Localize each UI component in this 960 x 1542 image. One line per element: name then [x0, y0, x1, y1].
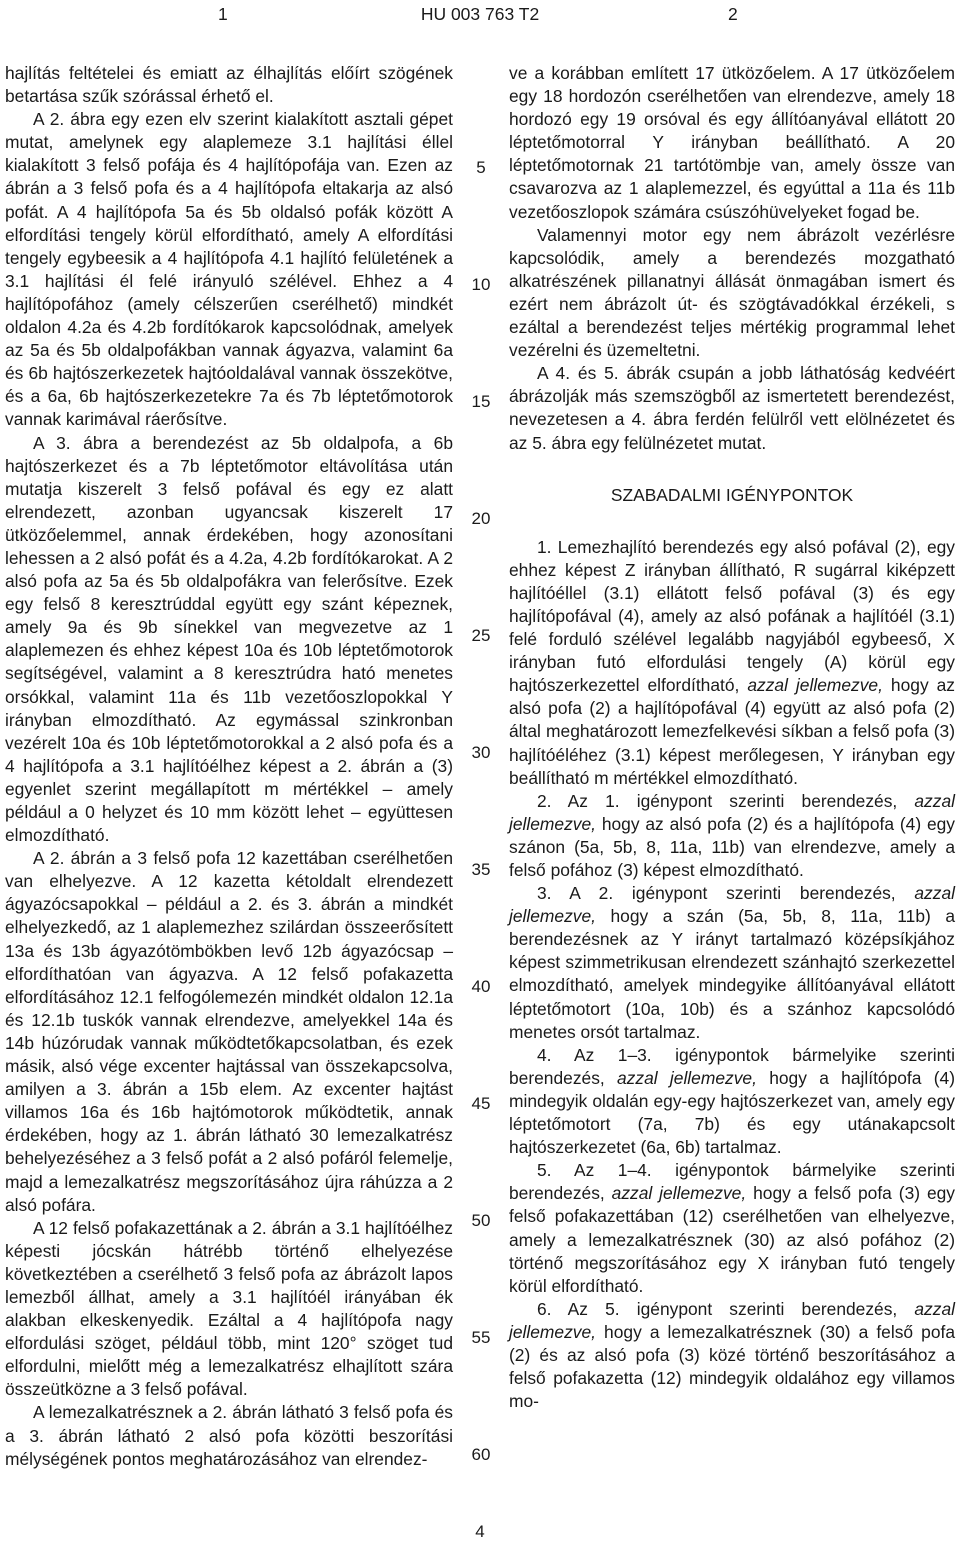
section-title: SZABADALMI IGÉNYPONTOK — [610, 484, 854, 505]
claim-text: 4. Az 1–3. igénypontok bármelyike szerinti berendezés, — [509, 1044, 955, 1088]
claim-text: 1. Lemezhajlító berendezés egy alsó pofával (2), egy ehhez képest Z irányban állítható, R sugárral kiképzett hajlítóéllel (3.1) ellátott felső pofával (3) és egy hajlítópofával (4), amely az alsó pofának a hajlítóél (3.1) felé forduló szélével legalább nagyjából egybeeső, X irányban futó elfordulási tengely (A) körül egy hajtószerkezettel elfordítható, — [509, 536, 955, 696]
document-number: HU 003 763 T2 — [420, 4, 540, 24]
line-number: 15 — [471, 392, 491, 411]
line-number: 50 — [471, 1211, 491, 1230]
left-page-number: 1 — [218, 4, 228, 24]
claim-text: 2. Az 1. igénypont szerinti berendezés, — [537, 790, 915, 811]
claim-text: hogy a szán (5a, 5b, 8, 11a, 11b) a berendezésnek az Y irányt tartalmazó középsíkjához képest szimmetrikusan elrendezett szánhajtó szerkezettel elmozdítható, amelyek mindegyike állítóanyával ellátott léptetőmotort (10a, 10b) és a szánhoz kapcsolódó menetes orsót tartalmaz. — [509, 906, 955, 1042]
line-number: 5 — [476, 158, 486, 177]
line-number: 25 — [471, 626, 491, 645]
line-number-gutter — [463, 0, 499, 1541]
claim-text: 5. Az 1–4. igénypontok bármelyike szerinti berendezés, — [509, 1160, 955, 1204]
claim-characterizing: azzal jellemezve, — [509, 790, 955, 834]
paragraph: A 2. ábra egy ezen elv szerint kialakított asztali gépet mutat, amelynek egy alaplemeze 3.1 hajlítási éllel kialakított 3 felső pofája és 4 hajlítópofája van. Ezen az ábrán a 3 felső pofa és a 4 hajlítópofa eltakarja az alsó pofát. A 4 hajlítópofa 5a és 5b oldalsó pofák között A elfordítási tengely körül elfordítható, amely A elfordítási tengely egybeesik a 4 hajlítópofa 4.1 hajlító felületének a 3.1 hajlítási él felé irányuló szélével. Ehhez a 4 hajlítópofához (amely célszerűen cserélhető) mindkét oldalon 4.2a és 4.2b fordítókarok kapcsolódnak, amelyek az 5a és 5b oldalpofákban vannak ágyazva, valamint 6a és 6b hajtószerkezetek hajtóoldalával vannak összekötve, és a 6a, 6b hajtószerkezetekre 7a és 7b léptetőmotorok vannak karimával ráerősítve. — [5, 109, 453, 430]
line-number: 30 — [471, 743, 491, 762]
claim-5 — [509, 1159, 955, 1298]
claim-text: hogy a lemezalkatrésznek (30) a felső pofa (2) és az alsó pofa (3) közé történő beszorításához a felső pofakazetta (12) mindegyik oldalához egy villamos mo- — [509, 1321, 955, 1412]
paragraph: A 2. ábrán a 3 felső pofa 12 kazettában cserélhetően van elhelyezve. A 12 kazetta kétoldalt elrendezett ágyazócsapokkal – például a 2. és 3. ábrán a mindkét elhelyezkedő, az 1 alaplemezhez szilárdan összeerősített 13a és 13b ágyazótömbökben levő 12b ágyazócsap – elfordíthatóan van ágyazva. A 12 felső pofakazetta elfordításához 12.1 felfogólemezén mindkét oldalon 12.1a és 12.1b tuskók vannak elrendezve, amelyekkel 14a és 14b húzórudak vannak működtetőkapcsolatban, és ezek másik, alsó vége excenter hajtással van összekapcsolva, amilyen a 3. ábrán a 15b elem. Az excenter hajtást villamos 16a és 16b hajtómotorok működtetik, annak érdekében, hogy az 1. ábrán látható 30 lemezalkatrész behelyezéséhez a 3 felső pofát a 2 alsó pofáról felemelje, majd a lemezalkatrész megszorításához újra ráhúzza a 2 alsó pofára. — [5, 848, 453, 1215]
right-page-number: 2 — [728, 4, 738, 24]
claim-text: 3. A 2. igénypont szerinti berendezés, — [537, 883, 915, 904]
claim-text: hogy az alsó pofa (2) és a hajlítópofa (4) egy szánon (5a, 5b, 8, 11a, 11b) van elrendezve, amely a felső pofához (3) képest elmozdítható. — [509, 813, 955, 880]
paragraph: A lemezalkatrésznek a 2. ábrán látható 3 felső pofa és a 3. ábrán látható 2 alsó pofa közötti beszorítási mélységének pontos meghatározásához van elrendez- — [5, 1402, 453, 1469]
line-number: 10 — [471, 275, 491, 294]
line-number: 35 — [471, 860, 491, 879]
line-number: 45 — [471, 1094, 491, 1113]
claim-characterizing: azzal jellemezve, — [509, 1298, 955, 1342]
claim-characterizing: azzal jellemezve, — [617, 1067, 757, 1088]
paragraph: ve a korábban említett 17 ütközőelem. A 17 ütközőelem egy 18 hordozón cserélhetően van elrendezve, amely 18 hordozó egy 19 orsóval és egy állítóanyával ellátott 20 léptetőmotorral Y irányban beállítható. A 20 léptetőmotornak 21 tartótömbje van, amely össze van csavarozva az 1 alaplemezzel, és egyúttal a 11a és 11b vezetőoszlopok számára csúszóhüvelyeket fogad be. — [509, 63, 955, 222]
paragraph: A 4. és 5. ábrák csupán a jobb láthatóság kedvéért ábrázolják más szemszögből az ismertetett berendezést, nevezetesen a 4. ábra ferdén felülről vett elölnézetet és az 5. ábra egy felülnézetet mutat. — [509, 363, 955, 453]
claim-2 — [509, 790, 955, 882]
claim-text: hogy a hajlítópofa (4) mindegyik oldalán egy-egy hajtószerkezet van, amely egy léptetőmotort (7a, 7b) és egy utánakapcsolt hajtószerkezetet (6a, 6b) tartalmaz. — [509, 1067, 955, 1158]
claim-text: hogy a felső pofa (3) egy felső pofakazettában (12) cserélhetően van elhelyezve, amely a lemezalkatrésznek (30) az alsó pofához (2) történő megszorításához egy X irányban futó tengely körül elfordítható. — [509, 1183, 955, 1296]
page-number: 4 — [475, 1522, 485, 1541]
line-number: 40 — [471, 977, 491, 996]
line-number: 20 — [471, 509, 491, 528]
paragraph: hajlítás feltételei és emiatt az élhajlítás előírt szögének betartása szűk szórással érhető el. — [5, 63, 453, 107]
claim-characterizing: azzal jellemezve, — [747, 675, 883, 696]
claim-characterizing: azzal jellemezve, — [611, 1183, 747, 1204]
paragraph: A 3. ábra a berendezést az 5b oldalpofa, a 6b hajtószerkezet és a 7b léptetőmotor eltávolítása után mutatja kiszerelt 3 felső pofával és egy ez alatt elrendezett, azonban ugyancsak kiszerelt 17 ütközőelemmel, annak érdekében, hogy azonosítani lehessen a 2 alsó pofát és a 4.2a, 4.2b fordítókarokat. A 2 alsó pofa az 5a és 5b oldalpofákra van felerősítve. Ezek egy felső 8 keresztrúddal együtt egy szánt képeznek, amely 9a és 9b sínekkel van megvezetve az 1 alaplemezen és ehhez képest 10a és 10b léptetőmotorok segítségével, valamint a 8 keresztrúdra ható menetes orsókkal, valamint 11a és 11b vezetőoszlopokkal Y irányban elmozdítható. Az egymással szinkronban vezérelt 10a és 10b léptetőmotorokkal a 2 alsó pofa és a 4 hajlítópofa a 3.1 hajlítóélhez képest a 2. ábrán a (3) egyenlet szerint megállapított m mértékkel – amely például a 0 helyzet és 10 mm között lehet – együttesen elmozdítható. — [5, 432, 453, 846]
right-column — [509, 62, 955, 1413]
claim-text: hogy az alsó pofa (2) a hajlítópofával (4) együtt az alsó pofa (2) által meghatározott lemezfelkevési síkban a felső pofa (3) hajlítóéléhez (3.1) képest merőlegesen, Y irányban egy beállítható m mértékkel elmozdítható. — [509, 675, 956, 788]
line-number: 55 — [471, 1328, 491, 1347]
left-column — [5, 62, 453, 1471]
claim-4 — [509, 1044, 955, 1159]
claim-text: 6. Az 5. igénypont szerinti berendezés, — [537, 1298, 915, 1319]
claim-characterizing: azzal jellemezve, — [509, 883, 955, 927]
claim-6 — [509, 1298, 955, 1413]
claim-3 — [509, 882, 955, 1044]
paragraph: A 12 felső pofakazettának a 2. ábrán a 3.1 hajlítóélhez képesti jócskán hátrébb történő elhelyezése következtében a cserélhető 3 felső pofa az ábrázolt lapos lemezből állhat, amely a 3.1 hajlítóél irányában ék alakban elkeskenyedik. Ezáltal a 4 hajlítópofa nagy elfordulási szöget, például több, mint 120° szöget tud elfordulni, mielőtt még a lemezalkatrész elhajlított szára összeütközne a 3 felső pofával. — [5, 1217, 453, 1400]
line-number: 60 — [471, 1445, 491, 1464]
claim-1 — [509, 536, 955, 790]
paragraph: Valamennyi motor egy nem ábrázolt vezérlésre kapcsolódik, amely a berendezés mozgatható alkatrészének pillanatnyi állását önmagában ismert és ezért nem ábrázolt út- és szögtávadókkal érzékeli, s ezáltal a berendezést teljes mértékig programmal lehet vezérelni és üzemeltetni. — [509, 224, 955, 361]
